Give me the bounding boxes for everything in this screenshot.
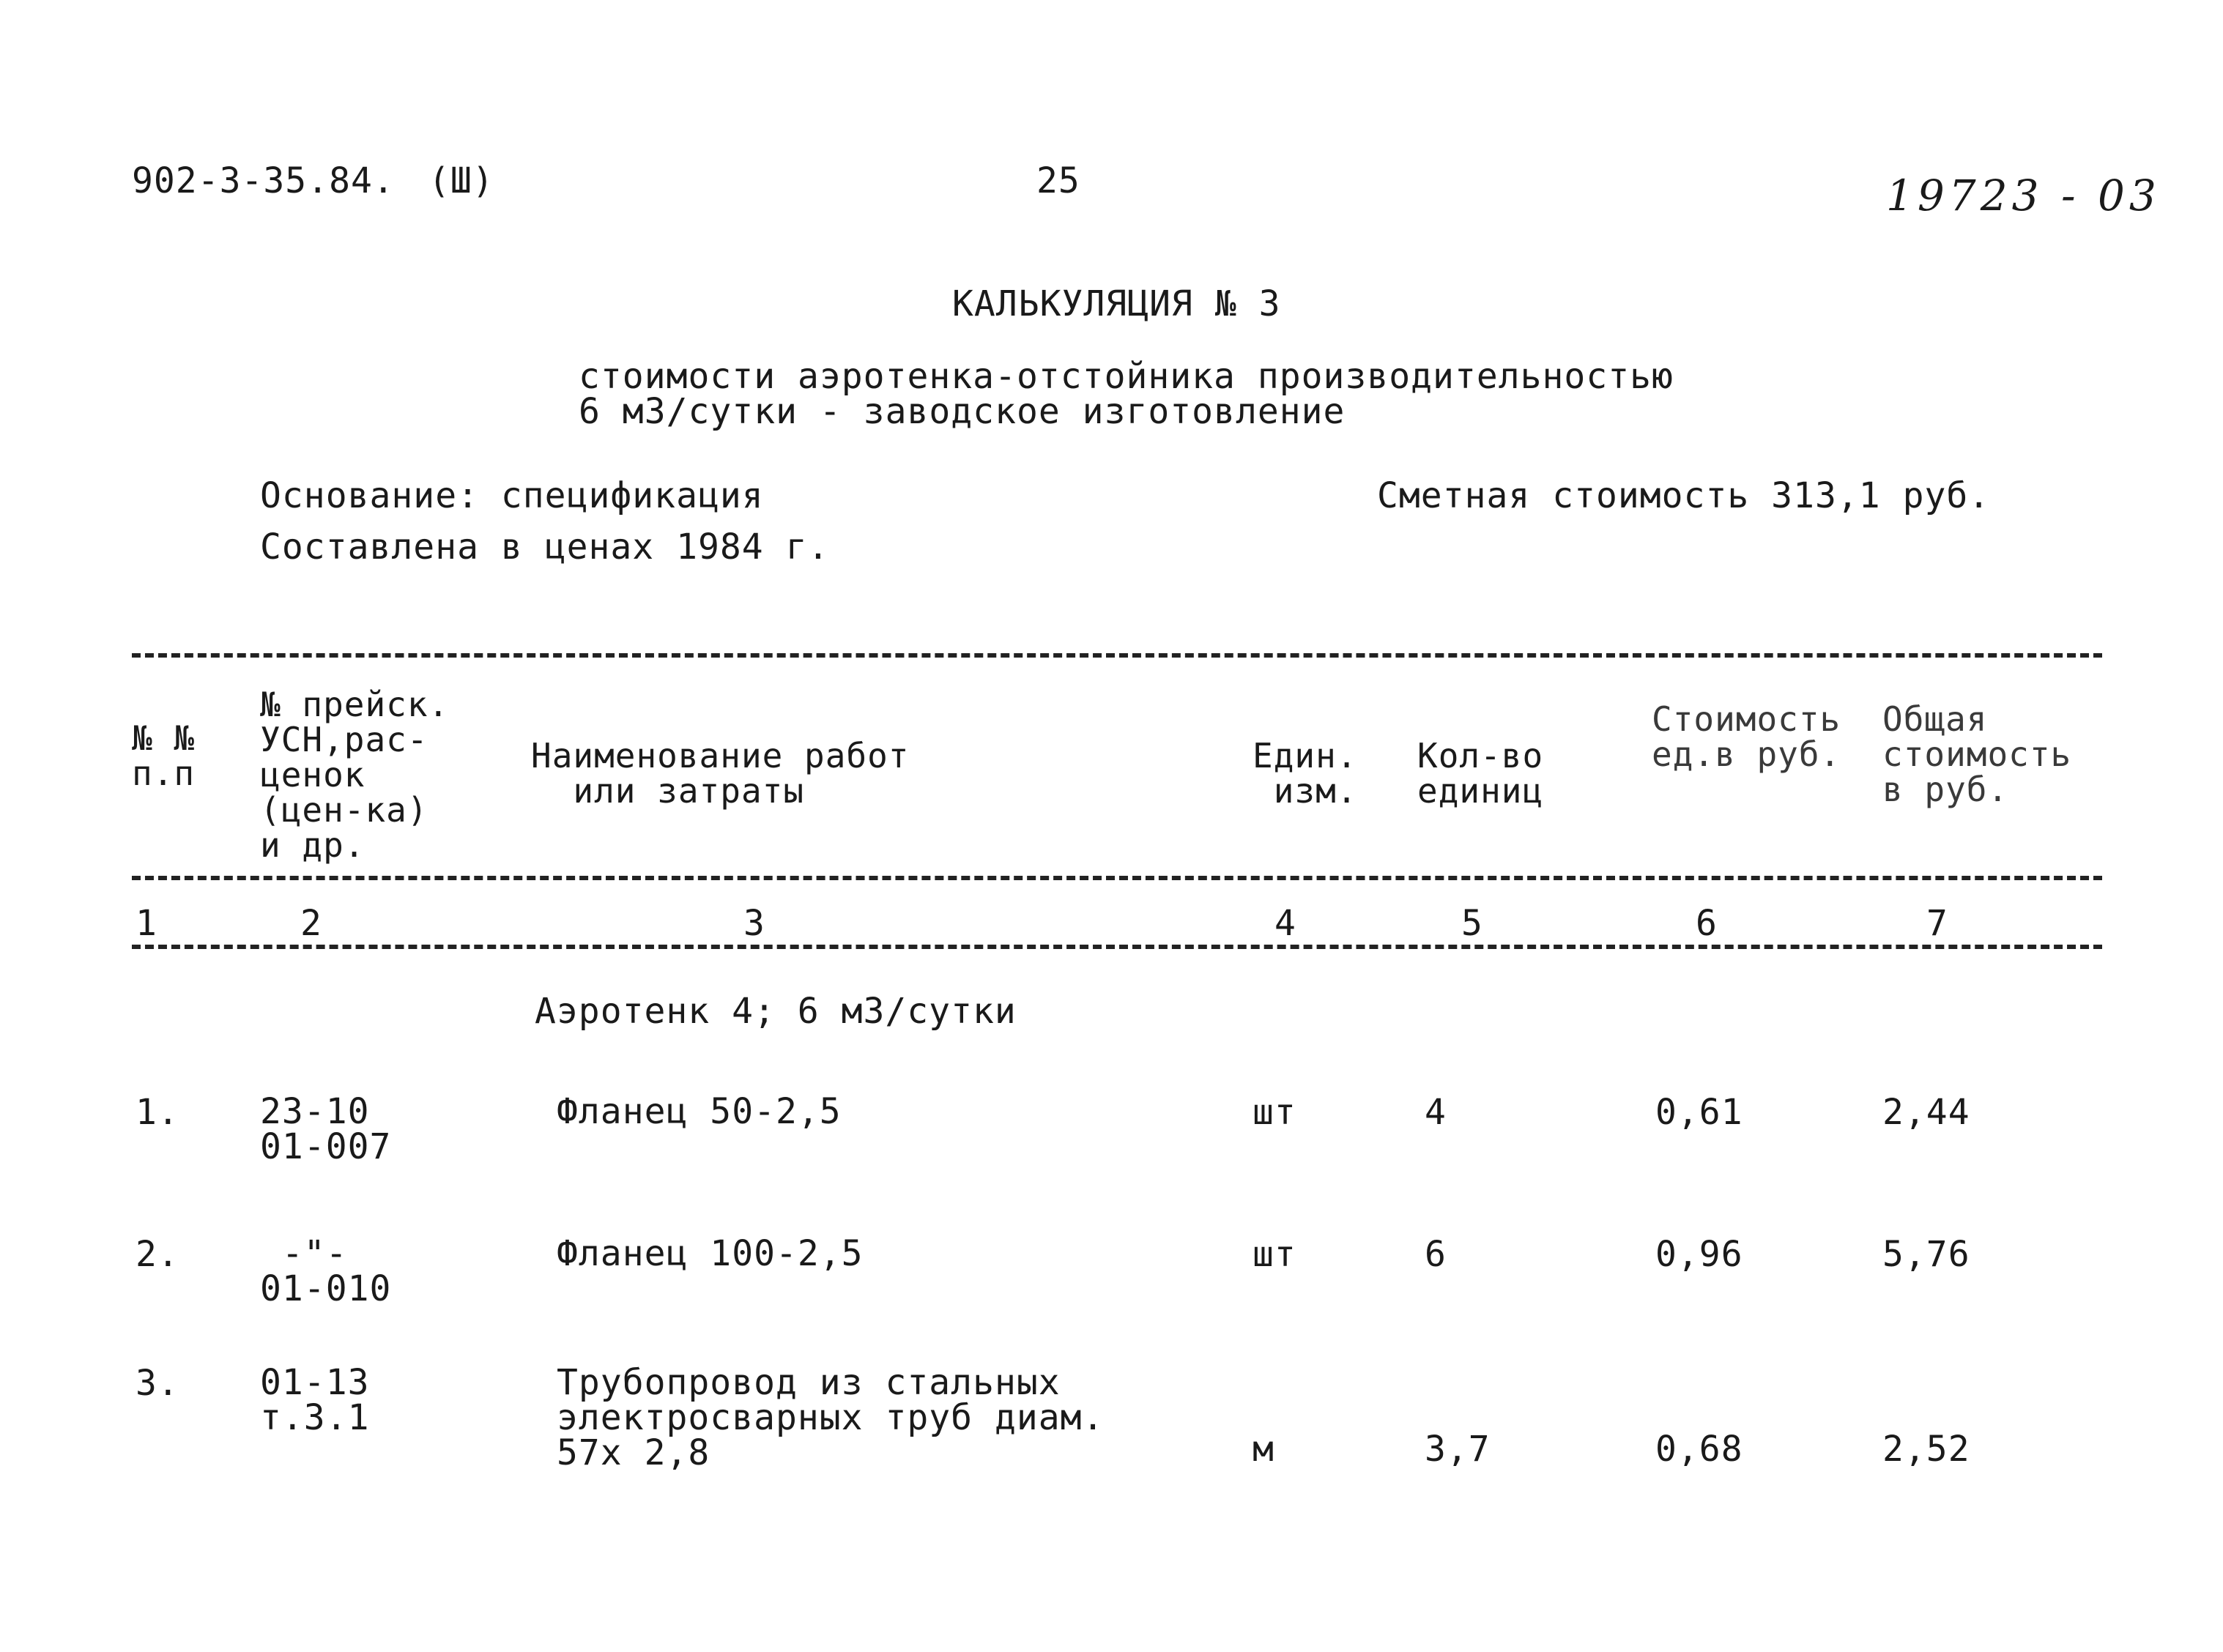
page-number: 25 <box>1036 160 1080 201</box>
column-number-5: 5 <box>1461 903 1483 944</box>
column-number-7: 7 <box>1926 903 1948 944</box>
row-number: 2. <box>136 1234 179 1275</box>
header-bottom-rule <box>132 876 2102 880</box>
quantity: 4 <box>1425 1092 1447 1133</box>
quantity: 6 <box>1425 1234 1447 1275</box>
column-number-1: 1 <box>136 903 157 944</box>
unit-cost: 0,68 <box>1655 1429 1743 1470</box>
total-cost: 2,52 <box>1882 1429 1970 1470</box>
numbering-bottom-rule <box>132 945 2102 949</box>
handwritten-number: 19723 - 03 <box>1886 171 2161 220</box>
row-number: 3. <box>136 1363 179 1404</box>
column-header-5: Кол-во единиц <box>1417 736 1544 811</box>
column-number-3: 3 <box>743 903 765 944</box>
unit: шт <box>1252 1234 1296 1275</box>
basis-text: Основание: спецификация <box>260 475 764 516</box>
page-subtitle: стоимости аэротенка-отстойника производительностью 6 м3/сутки - заводское изготовление <box>579 356 1674 432</box>
unit-cost: 0,96 <box>1655 1234 1743 1275</box>
unit-cost: 0,61 <box>1655 1092 1743 1133</box>
item-name: Фланец 50-2,5 <box>557 1091 842 1132</box>
price-code: -"- 01-010 <box>260 1233 392 1309</box>
column-header-7: Общая стоимость в руб. <box>1882 699 2072 809</box>
document-code: 902-3-35.84. <box>132 160 395 201</box>
table-top-rule <box>132 653 2102 658</box>
column-header-2: № прейск. УСН,рас- ценок (цен-ка) и др. <box>260 685 450 865</box>
total-cost: 2,44 <box>1882 1092 1970 1133</box>
item-name: Трубопровод из стальных электросварных труб диам. 57х 2,8 <box>557 1362 1105 1473</box>
column-header-6: Стоимость ед.в руб. <box>1652 699 1841 774</box>
prices-text: Составлена в ценах 1984 г. <box>260 527 830 568</box>
page-title: КАЛЬКУЛЯЦИЯ № 3 <box>952 283 1281 324</box>
price-code: 01-13 т.3.1 <box>260 1362 370 1438</box>
unit: шт <box>1252 1092 1296 1133</box>
series-code: (Ш) <box>428 160 494 201</box>
quantity: 3,7 <box>1425 1429 1491 1470</box>
row-number: 1. <box>136 1092 179 1133</box>
column-header-1: № № п.п <box>132 718 196 793</box>
estimated-cost: Сметная стоимость 313,1 руб. <box>1377 475 1991 516</box>
item-name: Фланец 100-2,5 <box>557 1233 864 1274</box>
total-cost: 5,76 <box>1882 1234 1970 1275</box>
column-header-3: Наименование работ или затраты <box>531 736 910 811</box>
column-number-2: 2 <box>300 903 322 944</box>
column-number-6: 6 <box>1696 903 1718 944</box>
column-header-4: Един. изм. <box>1252 736 1358 811</box>
column-number-4: 4 <box>1274 903 1296 944</box>
price-code: 23-10 01-007 <box>260 1091 392 1167</box>
section-heading: Аэротенк 4; 6 м3/сутки <box>535 991 1017 1032</box>
unit: м <box>1252 1429 1274 1470</box>
